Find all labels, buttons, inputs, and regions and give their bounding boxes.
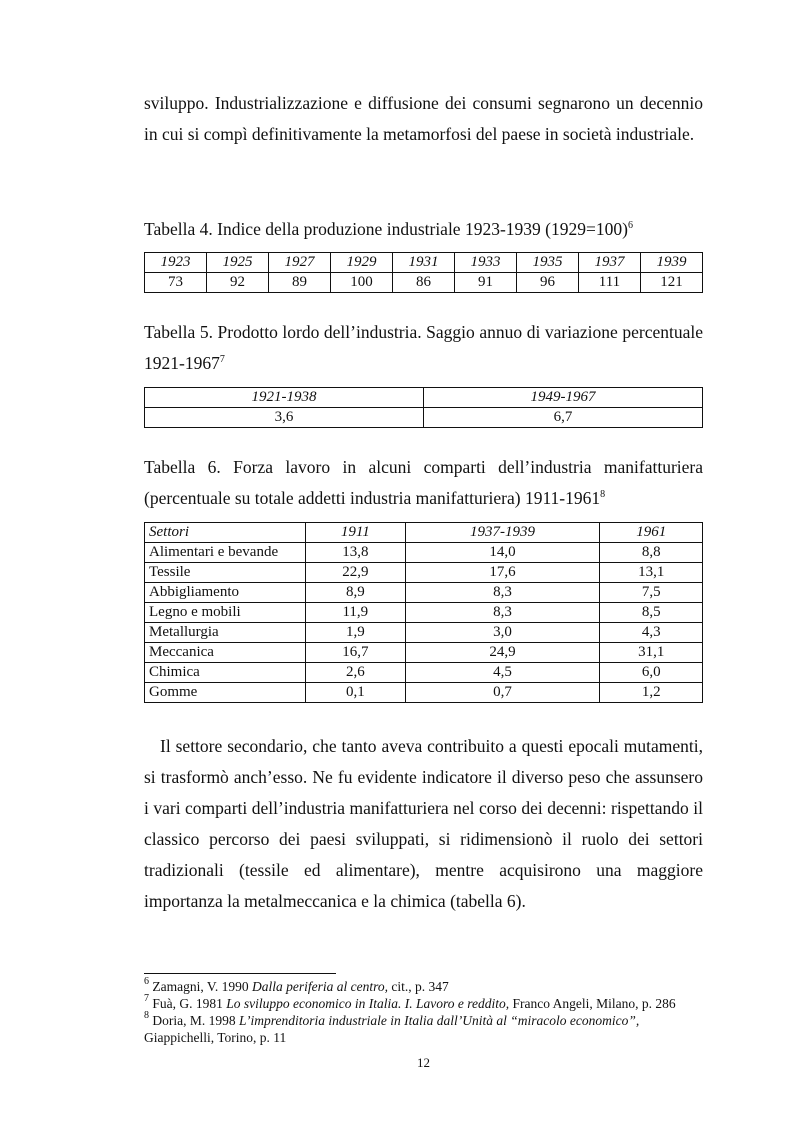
footnote-number: 7 <box>144 993 149 1004</box>
table6-sector: Metallurgia <box>145 623 306 643</box>
table4-value: 100 <box>331 273 393 293</box>
table4-value: 111 <box>579 273 641 293</box>
footnote-title: Lo sviluppo economico in Italia. I. Lavoro e reddito, <box>226 996 510 1011</box>
table4-value: 121 <box>641 273 703 293</box>
table4-year: 1937 <box>579 253 641 273</box>
table5-value: 6,7 <box>424 408 703 428</box>
table6-cell: 3,0 <box>405 623 600 643</box>
table6-cell: 1,9 <box>306 623 406 643</box>
footnote-ref-6: 6 <box>627 220 633 231</box>
table5-caption-text: Tabella 5. Prodotto lordo dell’industria. Saggio annuo di variazione percentuale 1921-1967 <box>144 322 703 373</box>
table4 <box>144 252 703 293</box>
table6-cell: 4,3 <box>600 623 703 643</box>
table6-cell: 11,9 <box>306 603 406 623</box>
table6-caption-text: Tabella 6. Forza lavoro in alcuni comparti dell’industria manifatturiera (percentuale su totale addetti industria manifatturiera) 1911-1961 <box>144 457 703 508</box>
table6-caption <box>144 452 703 514</box>
table4-value: 96 <box>517 273 579 293</box>
footnote-publisher: Franco Angeli, Milano, p. 286 <box>509 996 676 1011</box>
table-row <box>145 583 703 603</box>
table6-cell: 7,5 <box>600 583 703 603</box>
table4-year: 1939 <box>641 253 703 273</box>
intro-paragraph: sviluppo. Industrializzazione e diffusione dei consumi segnarono un decennio in cui si compì definitivamente la metamorfosi del paese in società industriale. <box>144 93 703 144</box>
footnote-number: 6 <box>144 976 149 987</box>
table4-value: 89 <box>269 273 331 293</box>
footnote <box>144 978 703 995</box>
table5-period: 1949-1967 <box>424 388 703 408</box>
table6-cell: 8,3 <box>405 603 600 623</box>
table4-caption <box>144 214 703 245</box>
footnote-title: L’imprenditoria industriale in Italia dall’Unità al “miracolo economico”, <box>239 1013 640 1028</box>
table4-year: 1927 <box>269 253 331 273</box>
table6-cell: 8,3 <box>405 583 600 603</box>
table6-sector: Meccanica <box>145 643 306 663</box>
table6-header: 1961 <box>600 523 703 543</box>
table4-caption-text: Tabella 4. Indice della produzione industriale 1923-1939 (1929=100) <box>144 219 628 239</box>
table4-year: 1931 <box>393 253 455 273</box>
table6-cell: 4,5 <box>405 663 600 683</box>
table-row <box>145 683 703 703</box>
table6-header: 1911 <box>306 523 406 543</box>
table6-cell: 8,9 <box>306 583 406 603</box>
footnote-author: Doria, M. 1998 <box>152 1013 239 1028</box>
table4-value: 91 <box>455 273 517 293</box>
table6 <box>144 522 703 703</box>
footnote-number: 8 <box>144 1010 149 1021</box>
table5-value-row <box>145 408 703 428</box>
table4-year-row <box>145 253 703 273</box>
table6-sector: Alimentari e bevande <box>145 543 306 563</box>
table4-year: 1929 <box>331 253 393 273</box>
table4-value: 92 <box>207 273 269 293</box>
table6-cell: 31,1 <box>600 643 703 663</box>
table4-year: 1935 <box>517 253 579 273</box>
table-row <box>145 663 703 683</box>
footnote-publisher: Giappichelli, Torino, p. 11 <box>144 1030 287 1045</box>
table-row <box>145 643 703 663</box>
table6-cell: 13,8 <box>306 543 406 563</box>
table5-period: 1921-1938 <box>145 388 424 408</box>
table-row <box>145 603 703 623</box>
table-row <box>145 623 703 643</box>
table-row <box>145 543 703 563</box>
table5-period-row <box>145 388 703 408</box>
table6-cell: 13,1 <box>600 563 703 583</box>
footnote-divider <box>144 973 336 974</box>
table4-year: 1923 <box>145 253 207 273</box>
footnote <box>144 1012 703 1046</box>
table4-value: 86 <box>393 273 455 293</box>
table6-cell: 16,7 <box>306 643 406 663</box>
table6-cell: 24,9 <box>405 643 600 663</box>
page-number: 12 <box>417 1055 430 1070</box>
table5 <box>144 387 703 428</box>
table4-value-row <box>145 273 703 293</box>
table6-cell: 2,6 <box>306 663 406 683</box>
footnote-ref-7: 7 <box>219 354 225 365</box>
table6-cell: 14,0 <box>405 543 600 563</box>
table6-cell: 8,5 <box>600 603 703 623</box>
table6-cell: 0,7 <box>405 683 600 703</box>
table6-sector: Tessile <box>145 563 306 583</box>
table6-sector: Chimica <box>145 663 306 683</box>
table6-cell: 6,0 <box>600 663 703 683</box>
table6-cell: 8,8 <box>600 543 703 563</box>
table5-caption <box>144 317 703 379</box>
footnote <box>144 995 703 1012</box>
footnote-title: Dalla periferia al centro, <box>252 979 388 994</box>
footnote-publisher: cit., p. 347 <box>387 979 449 994</box>
table6-header-row <box>145 523 703 543</box>
footnote-ref-8: 8 <box>600 489 606 500</box>
footnote-author: Fuà, G. 1981 <box>152 996 227 1011</box>
table6-sector: Legno e mobili <box>145 603 306 623</box>
table6-header: 1937-1939 <box>405 523 600 543</box>
table6-sector: Abbigliamento <box>145 583 306 603</box>
body-paragraph: Il settore secondario, che tanto aveva contribuito a questi epocali mutamenti, si trasformò anch’esso. Ne fu evidente indicatore il diverso peso che assunsero i vari comparti dell’industria manifatturiera nel corso dei decenni: rispettando il classico percorso dei paesi sviluppati, si ridimensionò il ruolo dei settori tradizionali (tessile ed alimentare), mentre acquisirono una maggiore importanza la metalmeccanica e la chimica (tabella 6). <box>144 736 703 911</box>
table6-cell: 0,1 <box>306 683 406 703</box>
table6-cell: 17,6 <box>405 563 600 583</box>
footnotes <box>144 978 703 1046</box>
table-row <box>145 563 703 583</box>
table5-value: 3,6 <box>145 408 424 428</box>
table4-year: 1925 <box>207 253 269 273</box>
footnote-author: Zamagni, V. 1990 <box>152 979 252 994</box>
table6-sector: Gomme <box>145 683 306 703</box>
table6-cell: 22,9 <box>306 563 406 583</box>
table6-header: Settori <box>145 523 306 543</box>
table4-value: 73 <box>145 273 207 293</box>
table6-cell: 1,2 <box>600 683 703 703</box>
table4-year: 1933 <box>455 253 517 273</box>
